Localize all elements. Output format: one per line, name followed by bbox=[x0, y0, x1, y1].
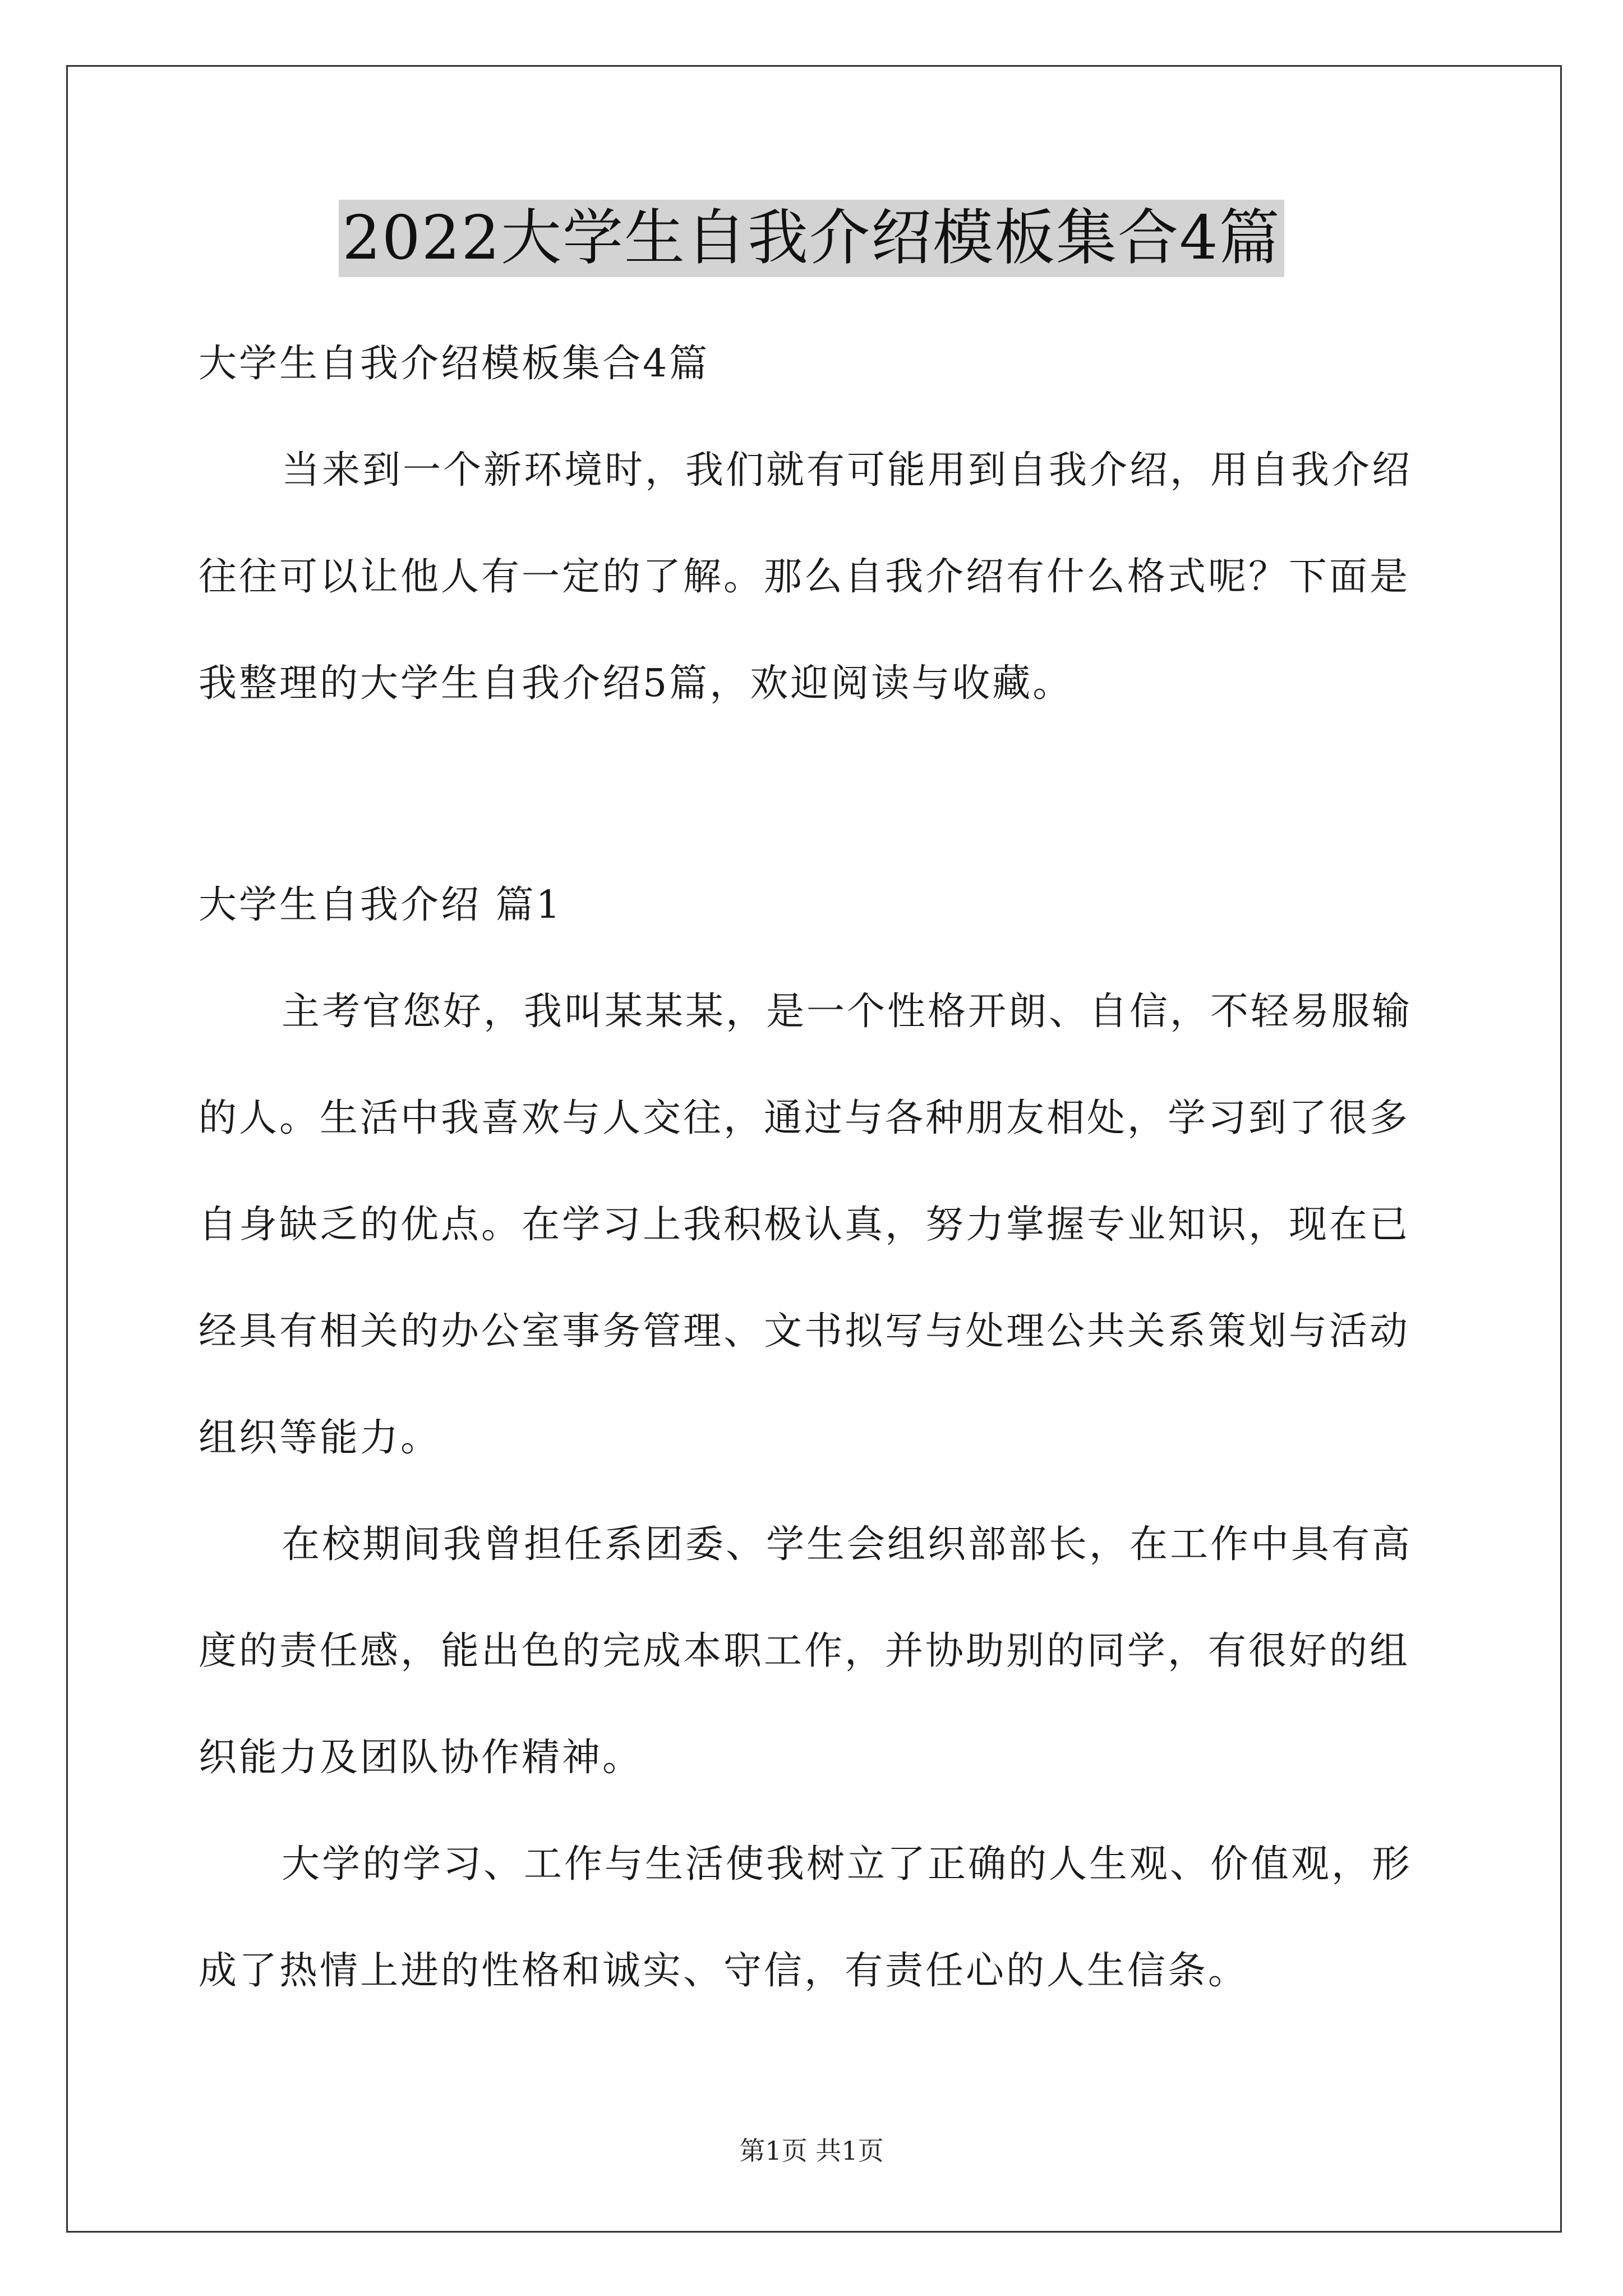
section-heading: 大学生自我介绍 篇1 bbox=[199, 883, 562, 927]
text-line: 大学的学习、工作与生活使我树立了正确的人生观、价值观，形 bbox=[282, 1842, 1413, 1887]
text-line: 往往可以让他人有一定的了解。那么自我介绍有什么格式呢？下面是 bbox=[199, 555, 1410, 599]
page-footer: 第1页 共1页 bbox=[739, 2136, 884, 2166]
text-line: 在校期间我曾担任系团委、学生会组织部部长，在工作中具有高 bbox=[282, 1522, 1413, 1567]
text-line: 度的责任感，能出色的完成本职工作，并协助别的同学，有很好的组 bbox=[199, 1629, 1410, 1673]
title-container bbox=[0, 200, 1623, 277]
text-line: 的人。生活中我喜欢与人交往，通过与各种朋友相处，学习到了很多 bbox=[199, 1096, 1410, 1140]
text-line: 经具有相关的办公室事务管理、文书拟写与处理公共关系策划与活动 bbox=[199, 1309, 1410, 1354]
paragraph-3 bbox=[199, 1811, 1430, 2024]
text-line: 我整理的大学生自我介绍5篇，欢迎阅读与收藏。 bbox=[199, 661, 1073, 706]
document-body bbox=[199, 303, 1430, 2024]
text-line: 自身缺乏的优点。在学习上我积极认真，努力掌握专业知识，现在已 bbox=[199, 1203, 1410, 1247]
paragraph-1 bbox=[199, 959, 1430, 1492]
text-line: 织能力及团队协作精神。 bbox=[199, 1736, 643, 1780]
text-line: 组织等能力。 bbox=[199, 1416, 441, 1460]
text-line: 主考官您好，我叫某某某，是一个性格开朗、自信，不轻易服输 bbox=[282, 990, 1413, 1034]
intro-paragraph bbox=[199, 417, 1430, 737]
document-subtitle: 大学生自我介绍模板集合4篇 bbox=[199, 342, 710, 386]
paragraph-2 bbox=[199, 1492, 1430, 1811]
document-title: 2022大学生自我介绍模板集合4篇 bbox=[339, 200, 1284, 277]
text-line: 成了热情上进的性格和诚实、守信，有责任心的人生信条。 bbox=[199, 1949, 1249, 1993]
text-line: 当来到一个新环境时，我们就有可能用到自我介绍，用自我介绍 bbox=[282, 448, 1413, 493]
